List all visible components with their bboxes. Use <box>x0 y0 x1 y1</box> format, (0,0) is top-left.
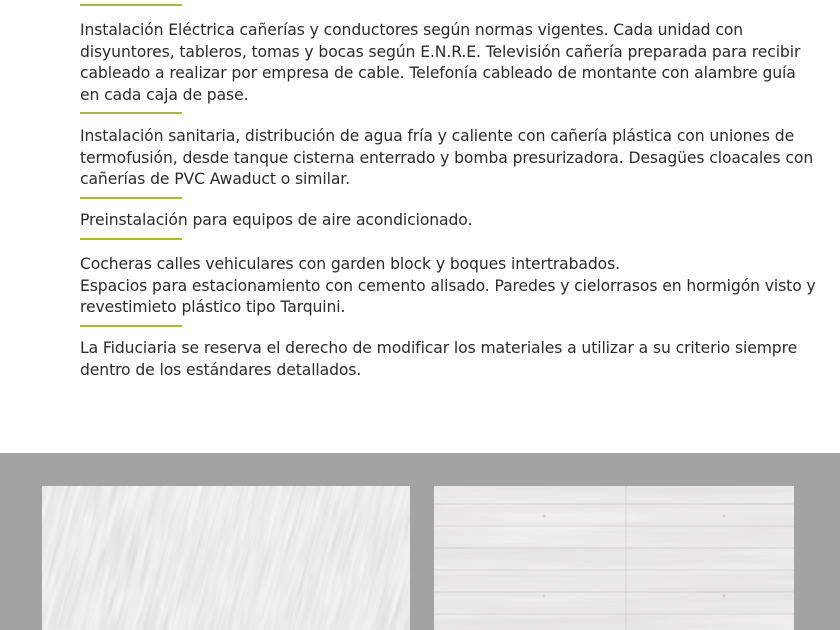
section-electrical <box>80 20 800 114</box>
section-line: cableado a realizar por empresa de cable. Telefonía cableado de montante con alambre guía <box>80 64 796 82</box>
tarquini-texture-image <box>42 486 410 630</box>
section-sanitary <box>80 126 814 199</box>
section-garages <box>80 254 816 327</box>
section-line: dentro de los estándares detallados. <box>80 360 362 379</box>
section-divider <box>80 238 182 240</box>
section-line: Cocheras calles vehiculares con garden block y boques intertrabados. <box>80 255 621 273</box>
section-line: Instalación sanitaria, distribución de agua fría y caliente con cañería plástica con uniones de <box>80 127 795 145</box>
section-line: La Fiduciaria se reserva el derecho de modificar los materiales a utilizar a su criterio siempre <box>80 339 798 357</box>
section-line: Espacios para estacionamiento con cemento alisado. Paredes y cielorrasos en hormigón visto y <box>80 276 816 295</box>
exposed-concrete-image <box>434 486 794 630</box>
section-divider <box>80 197 182 199</box>
section-line: cañerías de PVC Awaduct o similar. <box>80 170 351 188</box>
section-disclaimer <box>80 338 800 381</box>
section-line: disyuntores, tableros, tomas y bocas según E.N.R.E. Televisión cañería preparada para recibir <box>80 42 801 61</box>
section-divider <box>80 112 182 114</box>
section-line: Instalación Eléctrica cañerías y conductores según normas vigentes. Cada unidad con <box>80 21 744 39</box>
section-line: termofusión, desde tanque cisterna enterrado y bomba presurizadora. Desagües cloacales con <box>80 148 814 167</box>
section-line: en cada caja de pase. <box>80 85 249 104</box>
section-line: Preinstalación para equipos de aire acondicionado. <box>80 211 473 229</box>
section-line: revestimieto plástico tipo Tarquini. <box>80 298 346 316</box>
material-samples-band <box>0 453 840 630</box>
section-divider <box>80 4 182 6</box>
section-air-conditioning <box>80 210 800 240</box>
section-divider <box>80 325 182 327</box>
